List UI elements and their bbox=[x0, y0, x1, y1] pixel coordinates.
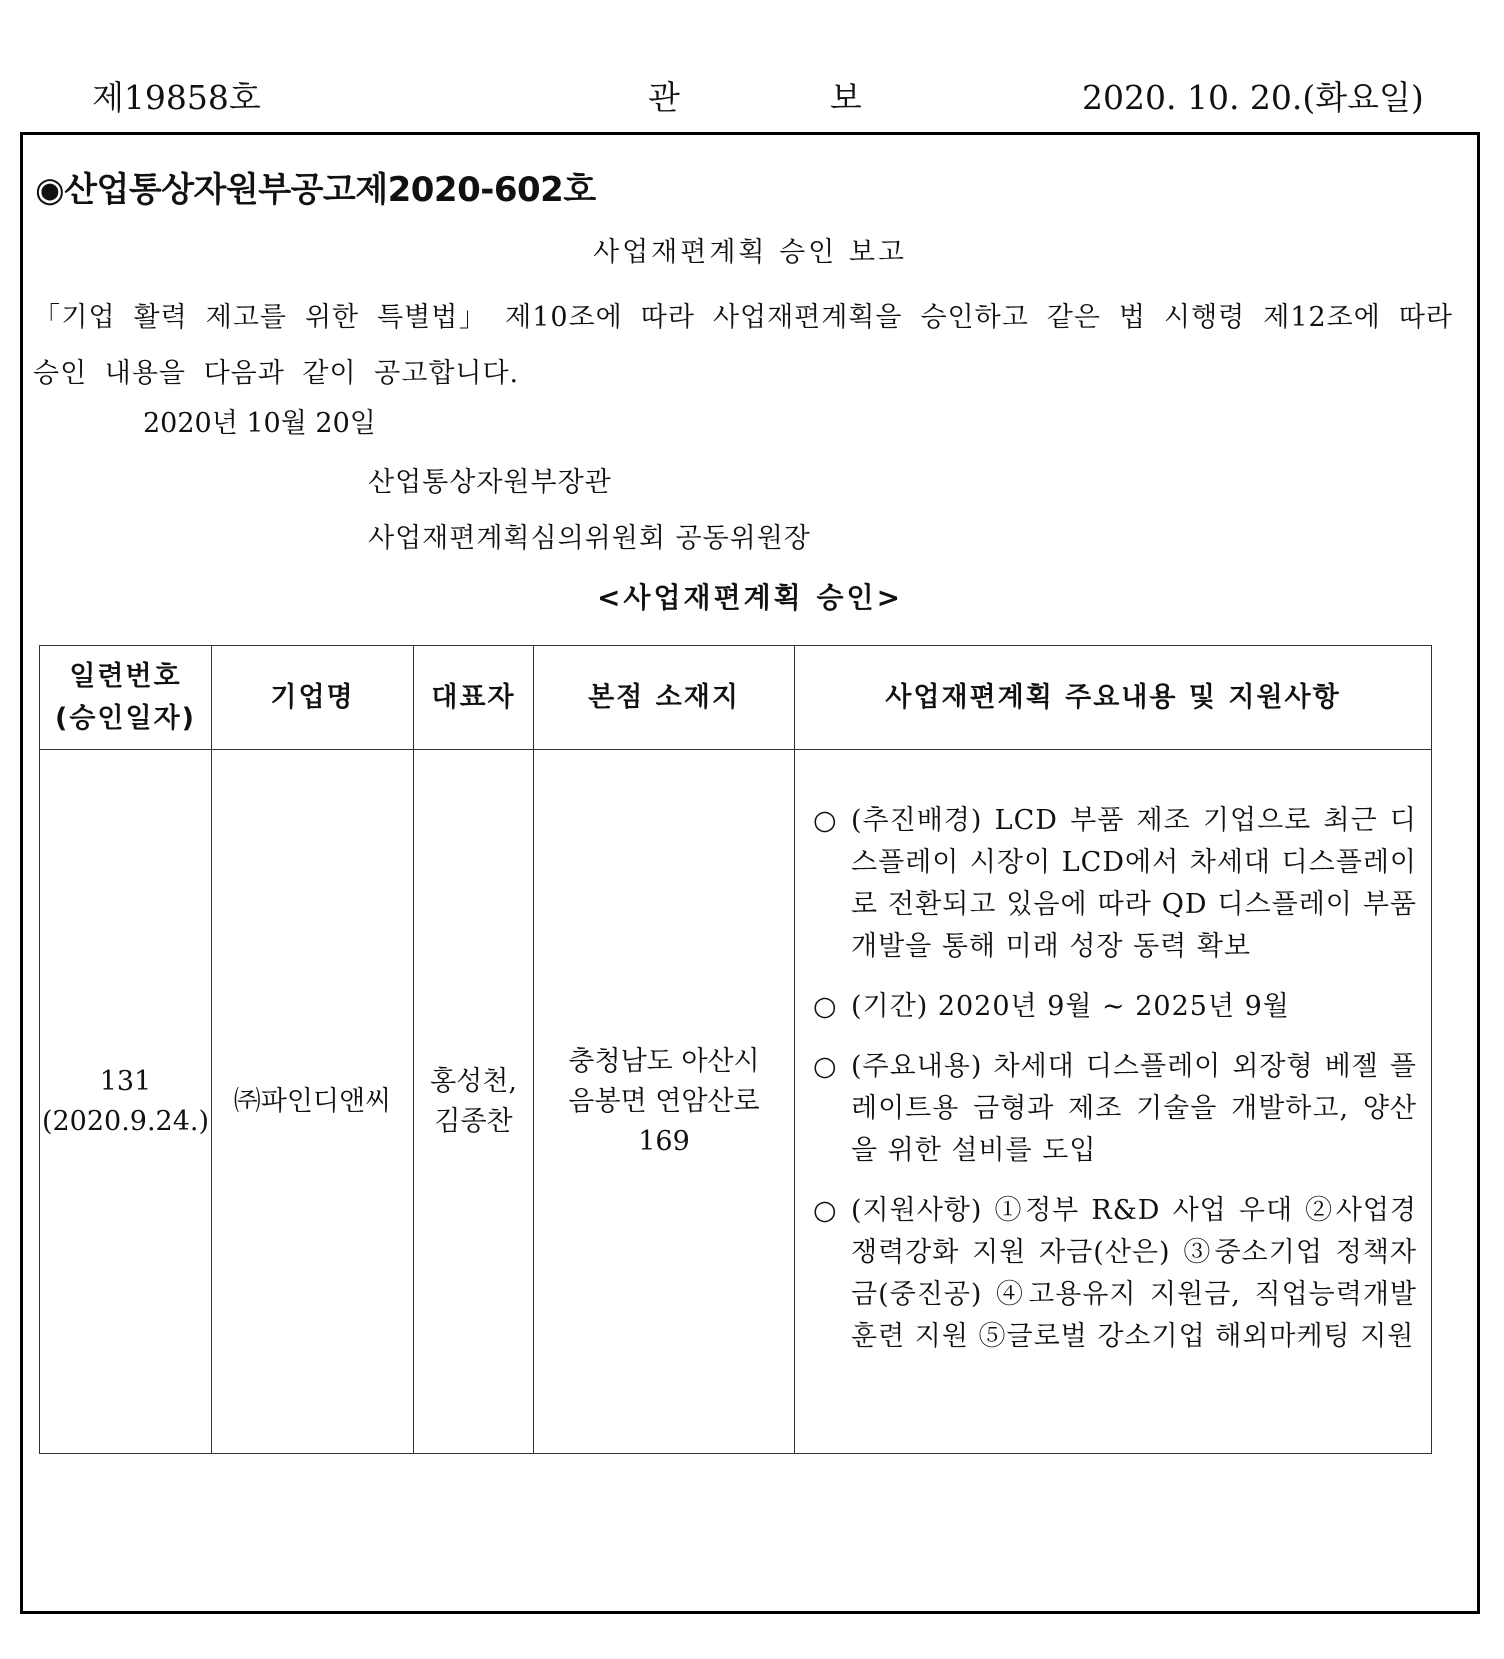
detail-main-content: (주요내용) 차세대 디스플레이 외장형 베젤 플레이트용 금형과 제조 기술을 개발하고, 양산을 위한 설비를 도입 bbox=[851, 1051, 1417, 1166]
list-item bbox=[813, 986, 1417, 1028]
address-line3: 169 bbox=[638, 1125, 690, 1157]
notice-title: ◉산업통상자원부공고제2020-602호 bbox=[35, 170, 596, 210]
signer-committee: 사업재편계획심의위원회 공동위원장 bbox=[368, 523, 811, 554]
gazette-title: 관보 bbox=[648, 78, 1012, 117]
gazette-issue-number: 제19858호 bbox=[92, 78, 261, 117]
cell-ceo bbox=[414, 750, 534, 1454]
header-company: 기업명 bbox=[212, 646, 414, 750]
signer-minister: 산업통상자원부장관 bbox=[368, 467, 612, 498]
approval-table bbox=[39, 645, 1432, 1454]
list-item bbox=[813, 800, 1417, 968]
table-title: <사업재편계획 승인> bbox=[596, 581, 904, 614]
detail-background: (추진배경) LCD 부품 제조 기업으로 최근 디스플레이 시장이 LCD에서 차세대 디스플레이로 전환되고 있음에 따라 QD 디스플레이 부품 개발을 통해 미래 성장 동력 확보 bbox=[851, 805, 1417, 962]
list-item bbox=[813, 1046, 1417, 1172]
header-ceo: 대표자 bbox=[414, 646, 534, 750]
notice-subject: 사업재편계획 승인 보고 bbox=[593, 237, 907, 268]
detail-support: (지원사항) ①정부 R&D 사업 우대 ②사업경쟁력강화 지원 자금(산은) ③중소기업 정책자금(중진공) ④고용유지 지원금, 직업능력개발훈련 지원 ⑤글로벌 강소기업 해외마케팅 지원 bbox=[851, 1195, 1417, 1352]
bullet-icon: ○ bbox=[813, 805, 837, 836]
cell-details bbox=[795, 750, 1432, 1454]
details-list bbox=[795, 750, 1431, 1358]
notice-body: 「기업 활력 제고를 위한 특별법」 제10조에 따라 사업재편계획을 승인하고 같은 법 시행령 제12조에 따라 승인 내용을 다음과 같이 공고합니다. bbox=[33, 302, 1453, 389]
approval-date: (2020.9.24.) bbox=[41, 1105, 210, 1137]
bullet-icon: ○ bbox=[813, 991, 837, 1022]
cell-serial bbox=[40, 750, 212, 1454]
list-item bbox=[813, 1190, 1417, 1358]
header-serial-line2: (승인일자) bbox=[54, 702, 196, 734]
header-serial-line1: 일련번호 bbox=[69, 660, 182, 692]
header-serial bbox=[40, 646, 212, 750]
bullet-icon: ○ bbox=[813, 1195, 837, 1226]
header-details: 사업재편계획 주요내용 및 지원사항 bbox=[795, 646, 1432, 750]
address-line1: 충청남도 아산시 bbox=[568, 1045, 760, 1077]
ceo-line1: 홍성천, bbox=[430, 1065, 517, 1097]
table-row bbox=[40, 750, 1432, 1454]
gazette-date: 2020. 10. 20.(화요일) bbox=[1082, 78, 1424, 117]
notice-date: 2020년 10월 20일 bbox=[143, 408, 376, 439]
cell-company: ㈜파인디앤씨 bbox=[212, 750, 414, 1454]
notice-frame bbox=[20, 132, 1480, 1614]
bullet-icon: ○ bbox=[813, 1051, 837, 1082]
header-address: 본점 소재지 bbox=[534, 646, 795, 750]
ceo-line2: 김종찬 bbox=[434, 1105, 513, 1137]
detail-period: (기간) 2020년 9월 ∼ 2025년 9월 bbox=[851, 991, 1290, 1022]
address-line2: 음봉면 연암산로 bbox=[568, 1085, 760, 1117]
table-header-row bbox=[40, 646, 1432, 750]
cell-address bbox=[534, 750, 795, 1454]
serial-number: 131 bbox=[99, 1065, 152, 1097]
